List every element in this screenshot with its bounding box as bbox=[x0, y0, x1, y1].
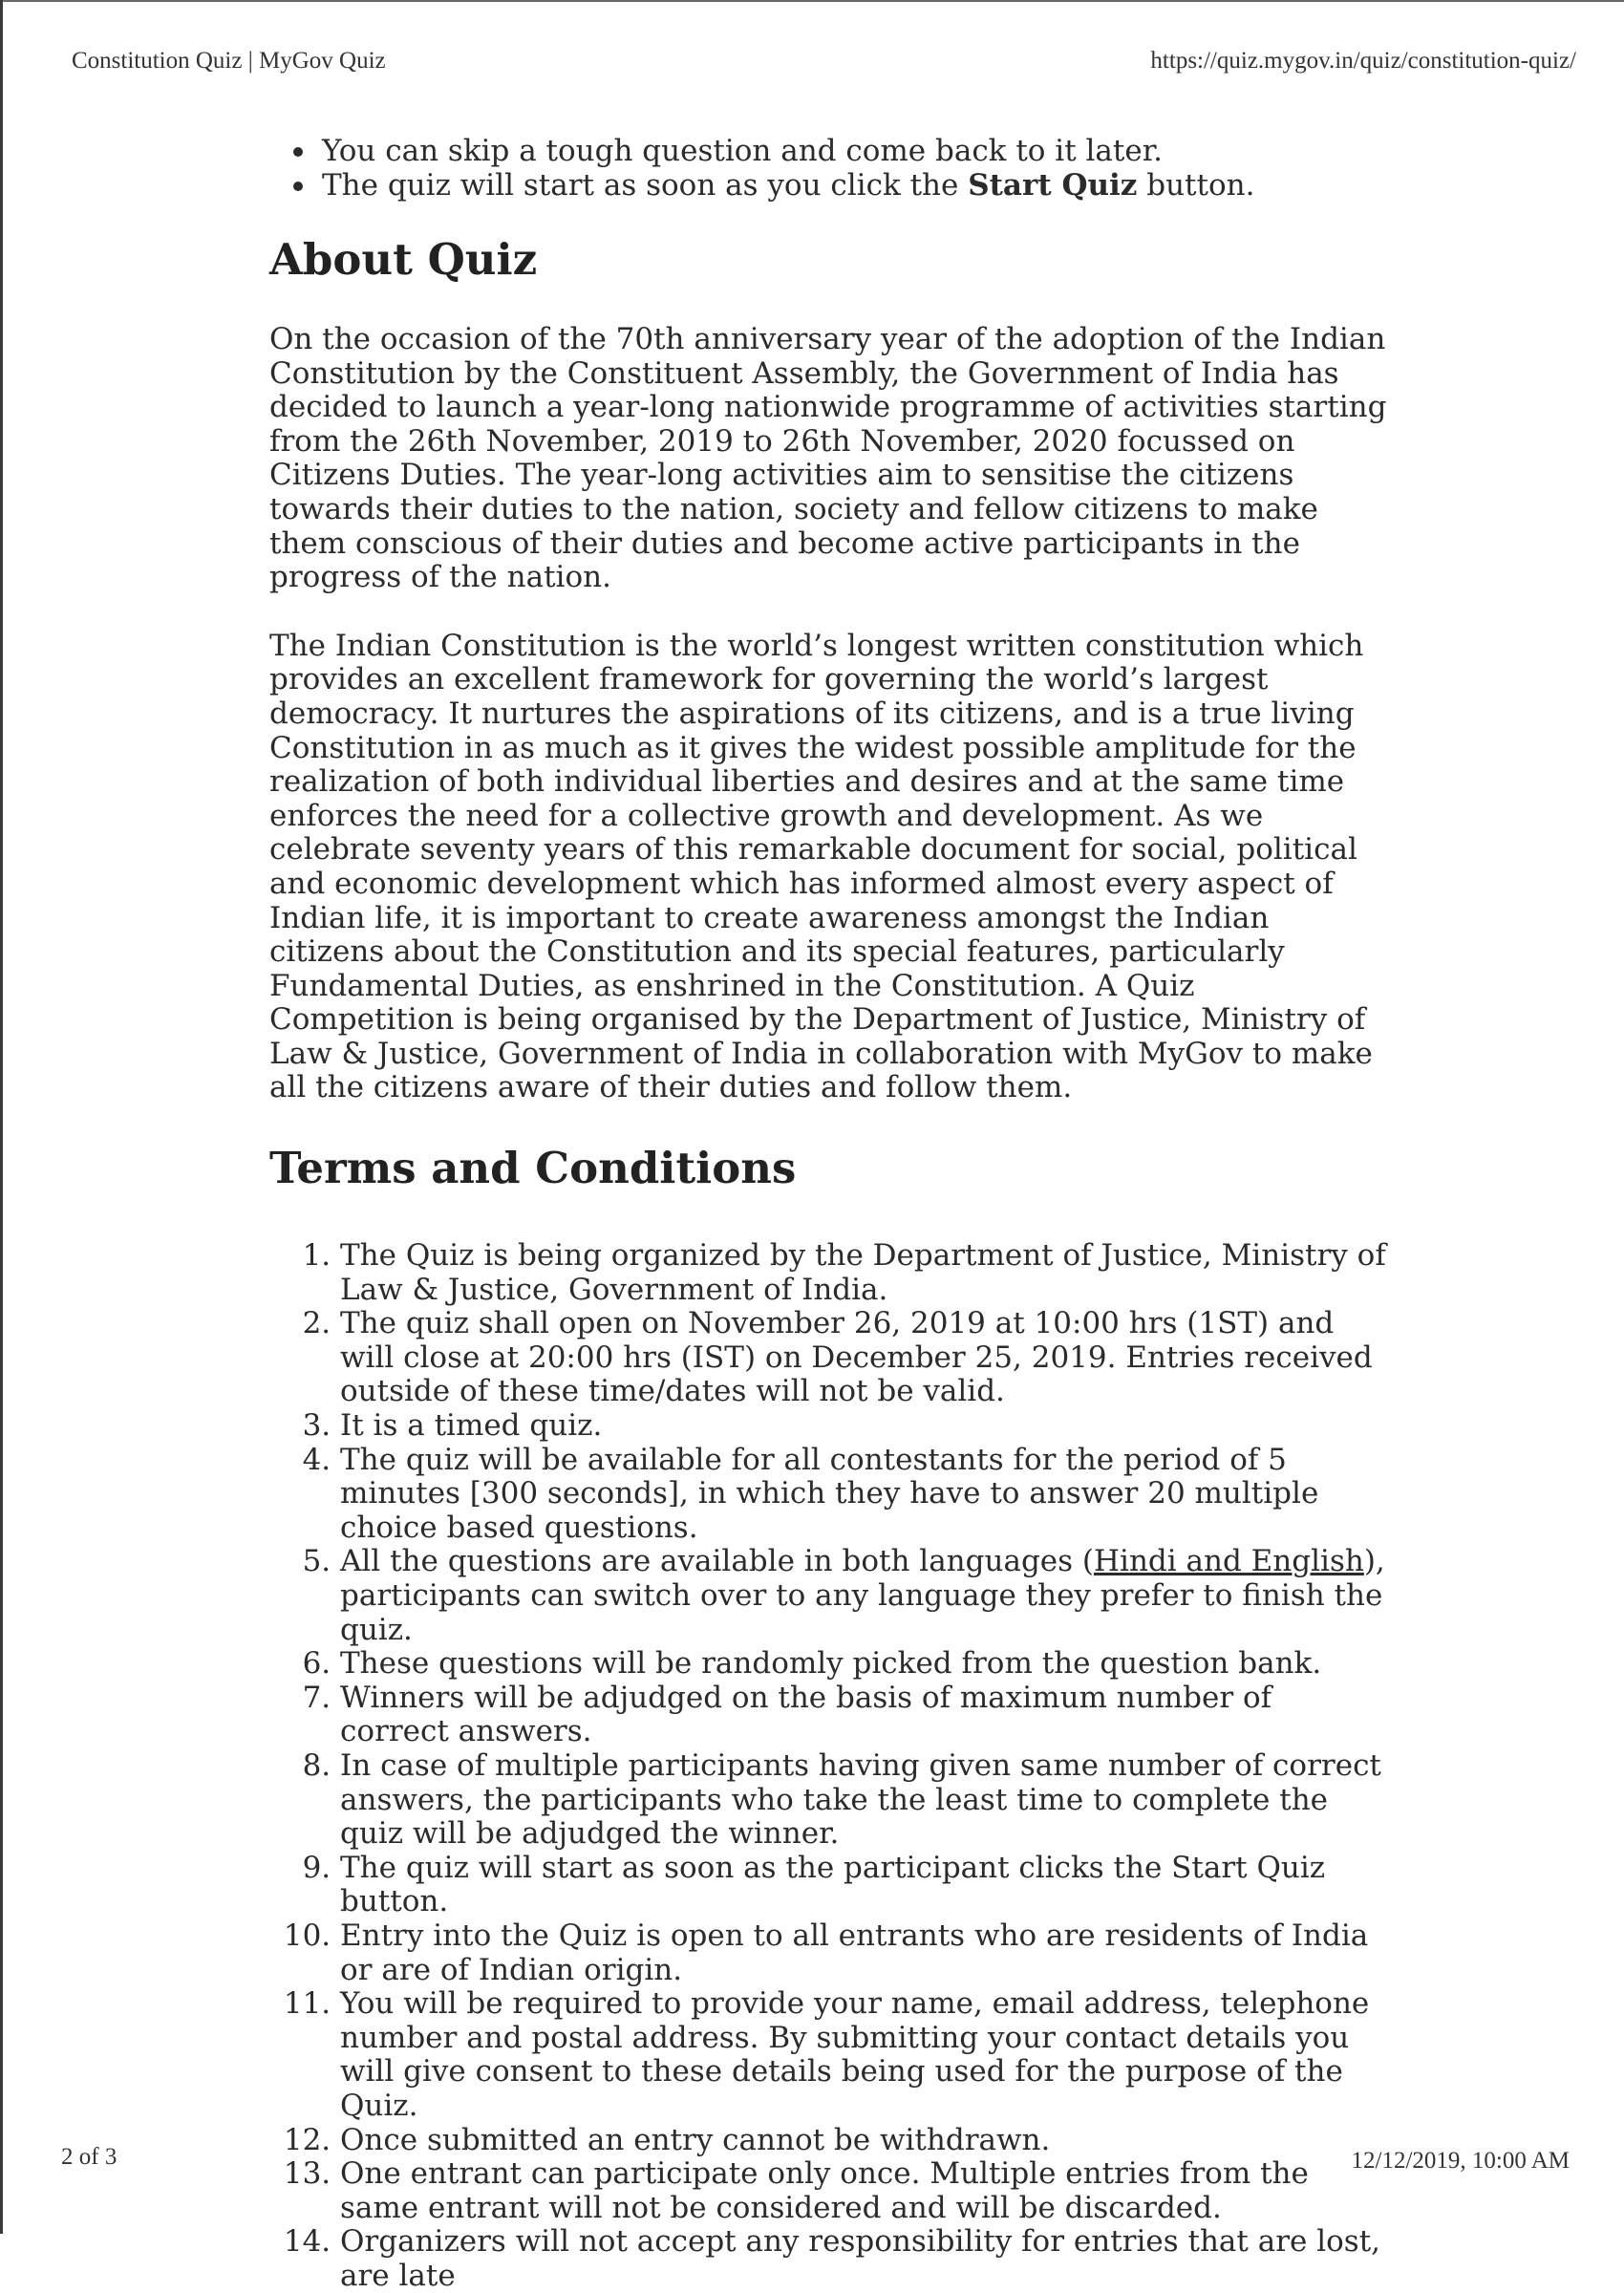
terms-item: 6. These questions will be randomly picked from the question bank. bbox=[340, 1647, 1387, 1682]
intro-item-start-after: button. bbox=[1137, 168, 1255, 203]
terms-item: 2. The quiz shall open on November 26, 2019 at 10:00 hrs (1ST) and will close at 20:00 hrs (IST) on December 25, 2019. Entries received outside of these time/dates will not be valid. bbox=[340, 1307, 1387, 1409]
terms-item: 14. Organizers will not accept any responsibility for entries that are lost, are late bbox=[340, 2225, 1387, 2293]
intro-item-start-before: The quiz will start as soon as you click the bbox=[322, 168, 969, 203]
terms-item: 4. The quiz will be available for all contestants for the period of 5 minutes [300 seconds], in which they have to answer 20 multiple choice based questions. bbox=[340, 1444, 1387, 1546]
print-footer-page-number: 2 of 3 bbox=[61, 2144, 118, 2170]
about-paragraph-1: On the occasion of the 70th anniversary year of the adoption of the Indian Constitution by the Constituent Assembly, the Government of India has decided to launch a year-long nationwide programme of activities starting from the 26th November, 2019 to 26th November, 2020 focussed on Citizens Duties. The year-long activities aim to sensitise the citizens towards their duties to the nation, society and fellow citizens to make them conscious of their duties and become active participants in the progress of the nation. bbox=[269, 322, 1387, 595]
print-header-title: Constitution Quiz | MyGov Quiz bbox=[72, 48, 386, 74]
about-paragraph-2: The Indian Constitution is the world’s longest written constitution which provides an excellent framework for governing the world’s largest democracy. It nurtures the aspirations of its citizens, and is a true living Constitution in as much as it gives the widest possible amplitude for the realization of both individual liberties and desires and at the same time enforces the need for a collective growth and development. As we celebrate seventy years of this remarkable document for social, political and economic development which has informed almost every aspect of Indian life, it is important to create awareness amongst the Indian citizens about the Constitution and its special features, particularly Fundamental Duties, as enshrined in the Constitution. A Quiz Competition is being organised by the Department of Justice, Ministry of Law & Justice, Government of India in collaboration with MyGov to make all the citizens aware of their duties and follow them. bbox=[269, 628, 1373, 1105]
terms-item: 8. In case of multiple participants having given same number of correct answers, the participants who take the least time to complete the quiz will be adjudged the winner. bbox=[340, 1749, 1387, 1852]
terms-heading: Terms and Conditions bbox=[269, 1143, 797, 1194]
print-footer-timestamp: 12/12/2019, 10:00 AM bbox=[1351, 2148, 1570, 2174]
terms-item: 7. Winners will be adjudged on the basis of maximum number of correct answers. bbox=[340, 1682, 1387, 1749]
terms-item: 3. It is a timed quiz. bbox=[340, 1409, 1387, 1444]
intro-item-skip: You can skip a tough question and come back to it later. bbox=[322, 134, 1387, 168]
terms-list bbox=[269, 1239, 1387, 2293]
terms-item: 11. You will be required to provide your name, email address, telephone number and postal address. By submitting your contact details you will give consent to these details being used for the purpose of the Quiz. bbox=[340, 1987, 1387, 2123]
hindi-english-link[interactable]: Hindi and English bbox=[1094, 1544, 1364, 1579]
start-quiz-text: Start Quiz bbox=[968, 168, 1138, 203]
intro-item-start bbox=[322, 168, 1387, 203]
terms-item-5-after: ), participants can switch over to any language they prefer to finish the quiz. bbox=[340, 1544, 1385, 1647]
about-quiz-heading: About Quiz bbox=[269, 234, 538, 285]
terms-item-5-before: All the questions are available in both languages ( bbox=[340, 1544, 1094, 1579]
page-content bbox=[269, 134, 1387, 2293]
terms-item: 1. The Quiz is being organized by the Department of Justice, Ministry of Law & Justice, Government of India. bbox=[340, 1239, 1387, 1307]
terms-item: 10. Entry into the Quiz is open to all entrants who are residents of India or are of Indian origin. bbox=[340, 1919, 1387, 1987]
intro-list bbox=[269, 134, 1387, 203]
terms-item: 9. The quiz will start as soon as the participant clicks the Start Quiz button. bbox=[340, 1852, 1387, 1919]
terms-item-languages bbox=[340, 1545, 1387, 1647]
scan-edge-left bbox=[0, 0, 3, 2234]
print-header-url: https://quiz.mygov.in/quiz/constitution-quiz/ bbox=[1150, 48, 1576, 74]
terms-item: 12. Once submitted an entry cannot be withdrawn. bbox=[340, 2124, 1387, 2158]
scan-edge-top bbox=[0, 0, 1624, 2]
terms-item: 13. One entrant can participate only once. Multiple entries from the same entrant will not be considered and will be discarded. bbox=[340, 2157, 1387, 2225]
